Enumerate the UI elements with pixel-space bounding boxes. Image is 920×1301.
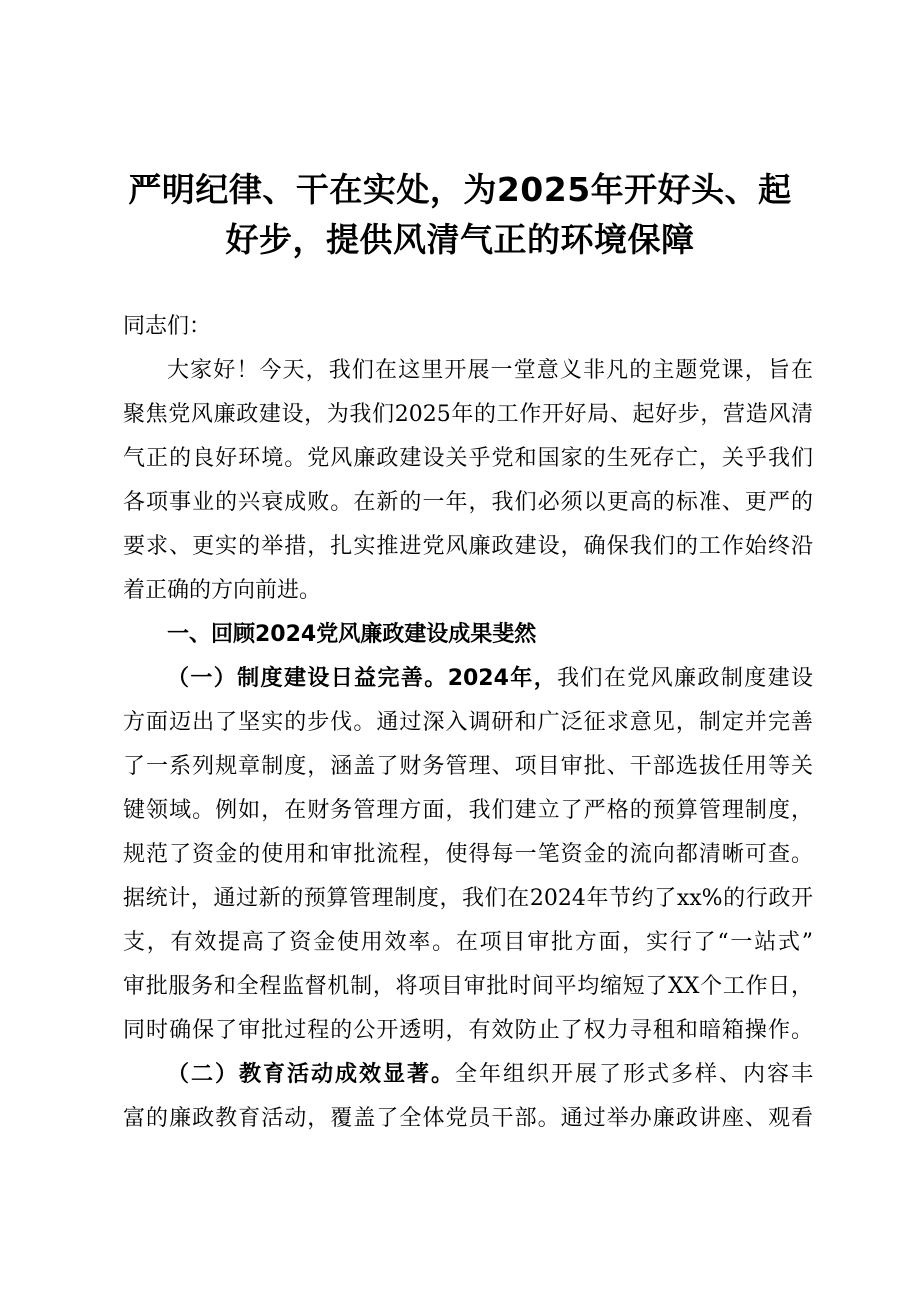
intro-line: 要求、更实的举措，扎实推进党风廉政建设，确保我们的工作始终沿	[123, 534, 813, 559]
subsection-1-first-rest: 我们在党风廉政制度建设	[557, 666, 813, 691]
subsection-2-lead: （二）教育活动成效显著。	[167, 1062, 455, 1087]
salutation: 同志们：	[123, 314, 212, 339]
body-line: 了一系列规章制度，涵盖了财务管理、项目审批、干部选拔任用等关	[123, 754, 813, 779]
document-title-line-1: 严明纪律、干在实处，为2025年开好头、起	[128, 170, 792, 209]
body-line: 富的廉政教育活动，覆盖了全体党员干部。通过举办廉政讲座、观看	[123, 1106, 813, 1131]
intro-line: 聚焦党风廉政建设，为我们2025年的工作开好局、起好步，营造风清	[123, 402, 813, 427]
subsection-1-first-line	[167, 657, 813, 701]
subsection-2-first-line	[167, 1053, 813, 1097]
intro-line: 着正确的方向前进。	[123, 578, 322, 603]
body-line: 据统计，通过新的预算管理制度，我们在2024年节约了xx%的行政开	[123, 886, 813, 911]
body-line: 审批服务和全程监督机制，将项目审批时间平均缩短了XX个工作日，	[123, 974, 813, 999]
section-heading: 一、回顾2024党风廉政建设成果斐然	[167, 622, 537, 647]
subsection-1-lead: （一）制度建设日益完善。	[167, 666, 448, 691]
subsection-2-first-rest: 全年组织开展了形式多样、内容丰	[455, 1062, 813, 1087]
subsection-1-year: 2024年，	[447, 666, 558, 691]
document-title-line-2: 好步，提供风清气正的环境保障	[225, 220, 695, 259]
intro-line: 大家好！今天，我们在这里开展一堂意义非凡的主题党课，旨在	[167, 358, 813, 383]
body-line: 方面迈出了坚实的步伐。通过深入调研和广泛征求意见，制定并完善	[123, 710, 813, 735]
intro-line: 各项事业的兴衰成败。在新的一年，我们必须以更高的标准、更严的	[123, 490, 813, 515]
body-line: 规范了资金的使用和审批流程，使得每一笔资金的流向都清晰可查。	[123, 842, 813, 867]
body-line: 同时确保了审批过程的公开透明，有效防止了权力寻租和暗箱操作。	[123, 1018, 813, 1043]
body-line: 键领域。例如，在财务管理方面，我们建立了严格的预算管理制度，	[123, 798, 813, 823]
body-line: 支，有效提高了资金使用效率。在项目审批方面，实行了“一站式”	[123, 930, 813, 955]
intro-line: 气正的良好环境。党风廉政建设关乎党和国家的生死存亡，关乎我们	[123, 446, 813, 471]
